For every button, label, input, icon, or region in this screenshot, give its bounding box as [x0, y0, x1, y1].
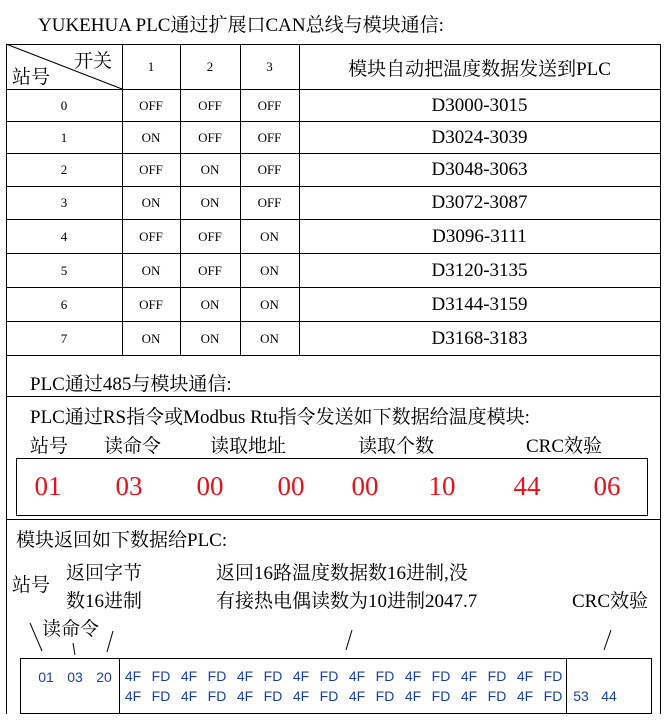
- row-switch-1: OFF: [139, 162, 163, 177]
- send-byte: 01: [34, 471, 62, 501]
- row-switch-1: ON: [141, 330, 161, 346]
- ret-label-bytes-2: 数16进制: [66, 591, 143, 612]
- row-station: 2: [60, 162, 68, 177]
- header-sw1: 1: [147, 59, 155, 74]
- return-data-byte: FD: [151, 668, 171, 684]
- row-station: 3: [60, 195, 68, 210]
- return-data-byte: 4F: [292, 668, 310, 684]
- return-data-byte: 4F: [404, 688, 422, 704]
- row-address: D3000-3015: [431, 94, 528, 116]
- return-crc-byte: 44: [601, 688, 617, 704]
- return-head-byte: 03: [67, 669, 83, 685]
- rs485-subtitle: PLC通过RS指令或Modbus Rtu指令发送如下数据给温度模块:: [30, 407, 530, 428]
- send-byte: 06: [593, 471, 621, 501]
- return-data-byte: 4F: [516, 668, 534, 684]
- return-data-byte: FD: [431, 668, 451, 684]
- row-station: 5: [60, 262, 68, 278]
- row-station: 6: [60, 296, 68, 312]
- return-crc-byte: 53: [573, 688, 589, 704]
- return-box-divider-1: [119, 658, 120, 713]
- return-data-byte: FD: [319, 688, 339, 704]
- return-data-byte: FD: [543, 688, 563, 704]
- ret-label-crc: CRC效验: [572, 591, 649, 612]
- return-data-byte: FD: [543, 668, 563, 684]
- row-switch-3: OFF: [257, 195, 282, 210]
- send-byte: 03: [115, 471, 143, 501]
- label-read-count: 读取个数: [358, 436, 435, 457]
- return-data-byte: FD: [263, 688, 283, 704]
- row-switch-1: OFF: [139, 228, 163, 244]
- row-address: D3048-3063: [431, 159, 528, 180]
- ret-label-bytes-1: 返回字节: [66, 563, 143, 584]
- row-station: 4: [60, 228, 68, 244]
- row-station: 7: [60, 330, 68, 346]
- row-address: D3144-3159: [431, 293, 528, 315]
- row-switch-2: OFF: [198, 262, 222, 278]
- row-address: D3096-3111: [432, 225, 527, 247]
- row-station: 0: [60, 97, 68, 113]
- return-data-byte: FD: [375, 668, 395, 684]
- return-data-byte: 4F: [460, 668, 478, 684]
- row-switch-3: ON: [260, 296, 279, 312]
- return-data-byte: FD: [319, 668, 339, 684]
- row-switch-3: OFF: [257, 162, 282, 177]
- row-switch-2: ON: [200, 162, 220, 177]
- label-crc: CRC效验: [526, 436, 603, 457]
- row-switch-3: ON: [260, 228, 279, 244]
- return-data-byte: 4F: [124, 688, 142, 704]
- return-data-byte: FD: [375, 688, 395, 704]
- return-data-byte: 4F: [236, 668, 254, 684]
- return-data-byte: 4F: [404, 668, 422, 684]
- return-data-byte: 4F: [516, 688, 534, 704]
- return-data-byte: 4F: [180, 688, 198, 704]
- return-section-title: 模块返回如下数据给PLC:: [16, 530, 228, 551]
- row-switch-2: OFF: [198, 129, 222, 145]
- send-byte: 00: [277, 471, 305, 501]
- label-read-cmd: 读命令: [104, 436, 162, 457]
- return-data-byte: 4F: [348, 668, 366, 684]
- return-data-byte: 4F: [180, 668, 198, 684]
- row-switch-1: OFF: [139, 97, 163, 113]
- row-switch-3: OFF: [257, 129, 282, 145]
- return-data-byte: FD: [431, 688, 451, 704]
- header-station: 站号: [12, 67, 51, 88]
- row-switch-2: ON: [200, 195, 220, 210]
- return-data-byte: FD: [263, 668, 283, 684]
- return-data-byte: 4F: [348, 688, 366, 704]
- return-data-byte: 4F: [460, 688, 478, 704]
- row-switch-1: OFF: [139, 296, 163, 312]
- row-switch-3: ON: [260, 330, 279, 346]
- return-data-byte: FD: [207, 688, 227, 704]
- header-sw3: 3: [266, 59, 273, 74]
- header-sw2: 2: [206, 59, 214, 74]
- return-data-byte: FD: [207, 668, 227, 684]
- send-byte: 00: [351, 471, 379, 501]
- row-switch-1: ON: [141, 129, 161, 145]
- row-address: D3072-3087: [431, 192, 528, 213]
- return-data-byte: FD: [151, 688, 171, 704]
- row-address: D3168-3183: [431, 327, 528, 349]
- row-switch-1: ON: [141, 195, 161, 210]
- ret-desc-2: 有接热电偶读数为10进制2047.7: [216, 591, 478, 612]
- row-switch-3: OFF: [257, 97, 282, 113]
- can-section-title: YUKEHUA PLC通过扩展口CAN总线与模块通信:: [38, 15, 444, 36]
- send-byte: 00: [196, 471, 224, 501]
- ret-label-station: 站号: [12, 575, 51, 596]
- row-switch-1: ON: [141, 262, 161, 278]
- send-byte: 44: [513, 471, 541, 501]
- return-box-divider-2: [566, 658, 567, 713]
- row-address: D3120-3135: [431, 259, 528, 281]
- return-data-byte: 4F: [124, 668, 142, 684]
- return-data-byte: FD: [487, 688, 507, 704]
- rs485-section-title: PLC通过485与模块通信:: [30, 374, 232, 395]
- row-switch-2: ON: [200, 330, 220, 346]
- label-station: 站号: [30, 436, 69, 457]
- return-data-byte: 4F: [236, 688, 254, 704]
- label-read-addr: 读取地址: [210, 436, 287, 457]
- row-station: 1: [60, 129, 68, 145]
- ret-desc-1: 返回16路温度数据数16进制,没: [216, 563, 468, 584]
- return-data-byte: FD: [487, 668, 507, 684]
- ret-label-read-cmd: 读命令: [42, 619, 100, 640]
- row-switch-2: ON: [200, 296, 220, 312]
- header-address: 模块自动把温度数据发送到PLC: [348, 58, 611, 80]
- header-switch: 开关: [74, 51, 113, 72]
- row-switch-2: OFF: [198, 97, 222, 113]
- return-head-byte: 20: [96, 669, 112, 685]
- send-byte: 10: [428, 471, 456, 501]
- return-bytes-box: [20, 658, 652, 714]
- return-data-byte: 4F: [292, 688, 310, 704]
- row-switch-2: OFF: [198, 228, 222, 244]
- row-address: D3024-3039: [431, 126, 528, 148]
- return-head-byte: 01: [38, 669, 54, 685]
- row-switch-3: ON: [260, 262, 279, 278]
